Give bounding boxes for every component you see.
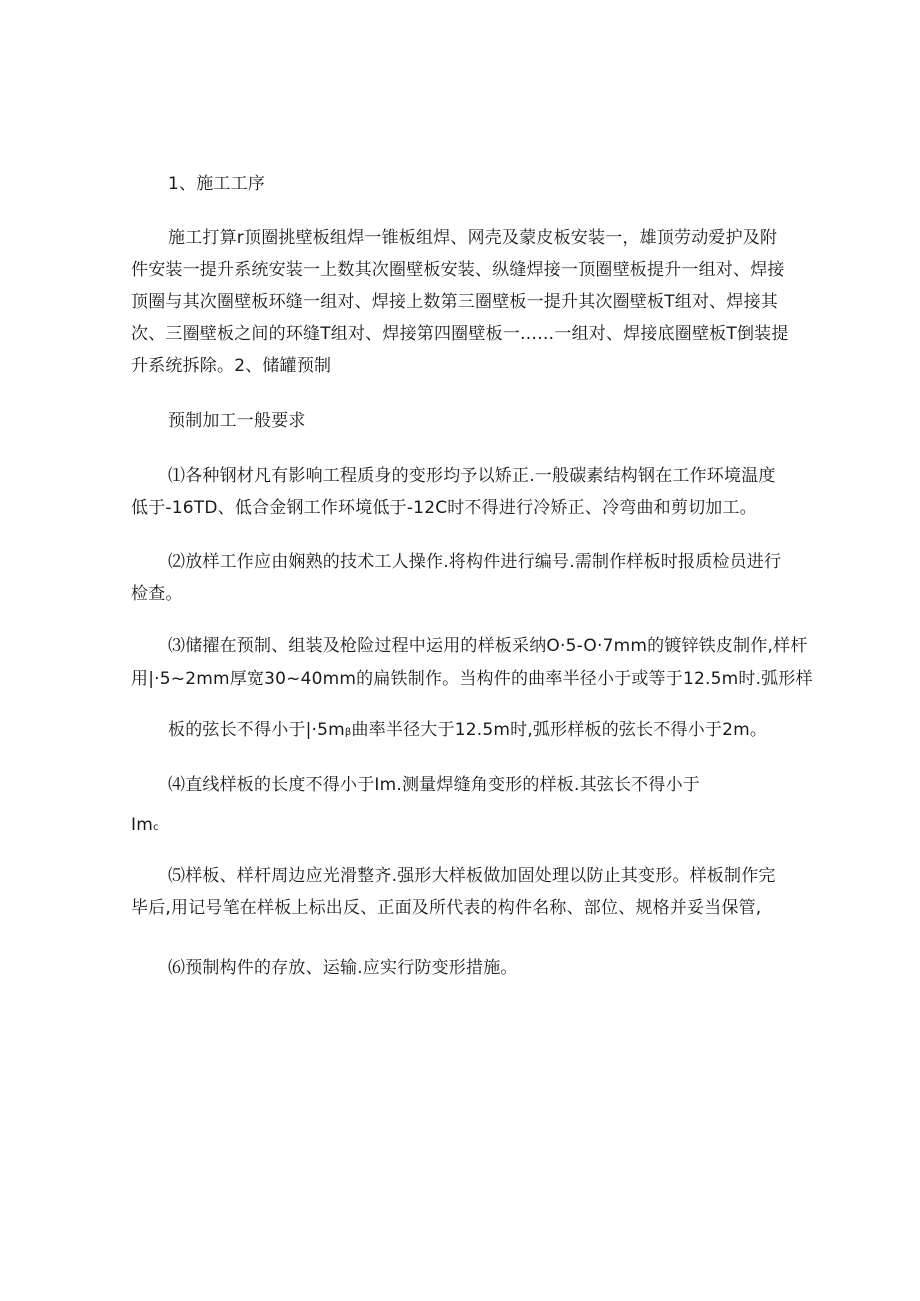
requirement-item-6: ⑹预制构件的存放、运输.应实行防变形措施。 xyxy=(168,958,518,978)
requirement-item-3-line-1: ⑶储擢在预制、组装及枪险过程中运用的样板采纳O·5-O·7mm的镀锌铁皮制作,样杆 xyxy=(168,636,808,656)
requirement-item-4-line-2 xyxy=(131,813,159,840)
requirement-item-2: ⑵放样工作应由娴熟的技术工人操作.将构件进行编号.需制作样板时报质检员进行检查。 xyxy=(131,552,782,604)
requirement-item-3-line-3-end: 曲率半径大于12.5m时,弧形样板的弦长不得小于2m。 xyxy=(351,720,768,740)
requirement-item-3-line-3-start: 板的弦长不得小于|·5m xyxy=(168,720,345,740)
requirement-item-4-unit: Im xyxy=(131,815,153,835)
section-heading-construction-procedure: 1、施工工序 xyxy=(168,174,266,194)
requirement-item-3-line-3 xyxy=(168,718,767,745)
requirement-item-3-line-2: 用|·5~2mm厚宽30~40mm的扁铁制作。当构件的曲率半径小于或等于12.5m时.弧形样 xyxy=(131,669,813,689)
requirement-item-3-subscript: β xyxy=(344,727,352,738)
requirement-item-1: ⑴各种钢材凡有影响工程质身的变形均予以矫正.一般碳素结构钢在工作环境温度低于-16TD、低合金钢工作环境低于-12C时不得进行冷矫正、冷弯曲和剪切加工。 xyxy=(131,466,776,518)
sub-heading-prefab-requirements: 预制加工一般要求 xyxy=(168,411,306,431)
requirement-item-4-line-1: ⑷直线样板的长度不得小于Im.测量焊缝角变形的样板.其弦长不得小于 xyxy=(168,775,700,795)
requirement-item-5: ⑸样板、样杆周边应光滑整齐.强形大样板做加固处理以防止其变形。样板制作完毕后,用记号笔在样板上标出反、正面及所代表的构件名称、部位、规格并妥当保管, xyxy=(131,866,776,918)
requirement-item-4-subscript: c xyxy=(152,822,159,833)
process-paragraph: 施工打算r顶圈挑壁板组焊一锥板组焊、网壳及蒙皮板安装一，雄顶劳动爱护及附件安装一提升系统安装一上数其次圈壁板安装、纵缝焊接一顶圈壁板提升一组对、焊接顶圈与其次圈壁板环缝一组对、焊接上数第三圈壁板一提升其次圈壁板T组对、焊接其次、三圈壁板之间的环缝T组对、焊接第四圈壁板一……一组对、焊接底圈壁板T倒装提升系统拆除。2、储罐预制 xyxy=(131,228,789,376)
